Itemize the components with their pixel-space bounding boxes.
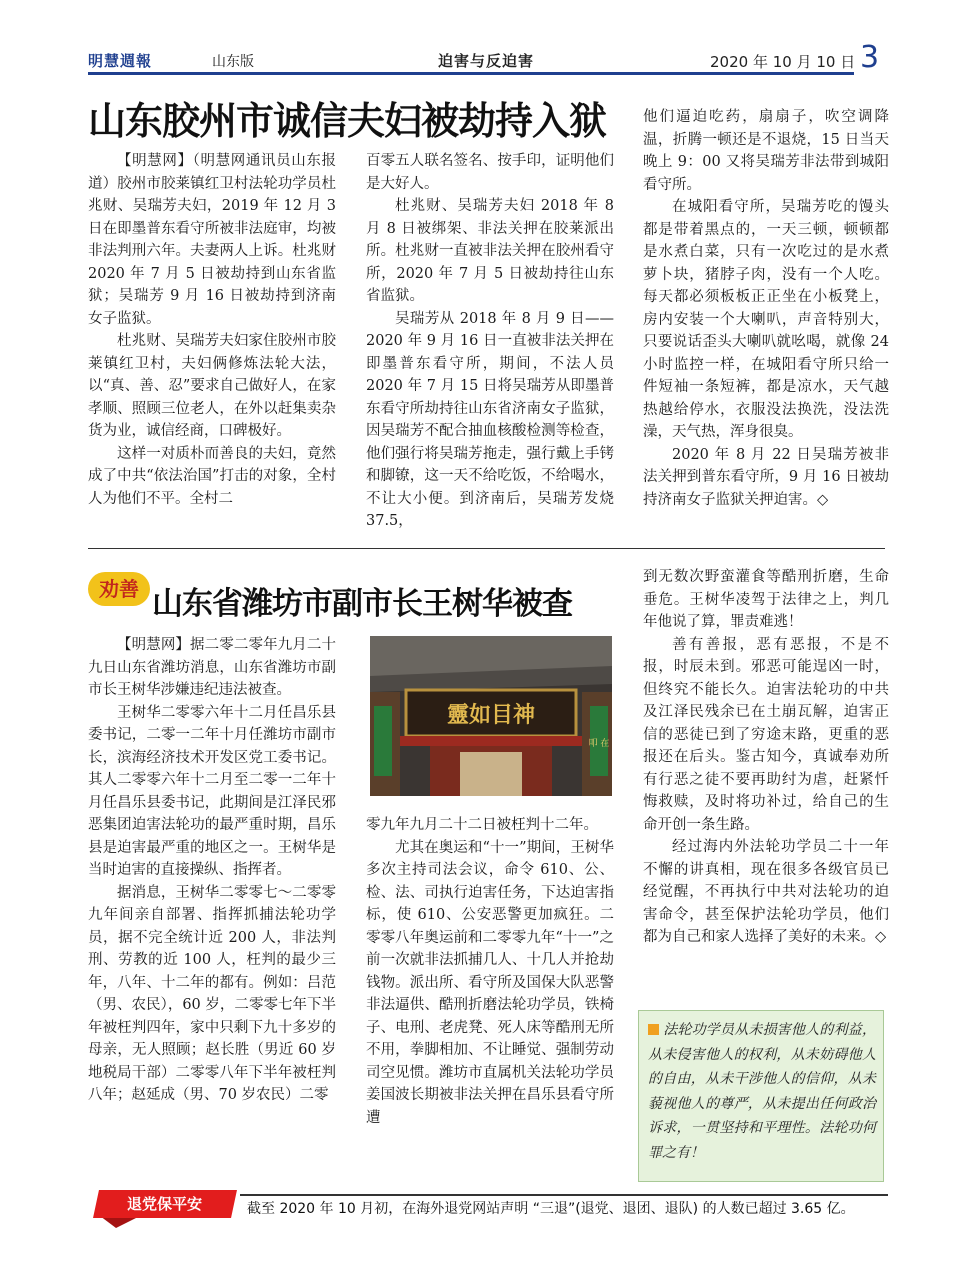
article1-headline: 山东胶州市诚信夫妇被劫持入狱 [88, 99, 607, 143]
statement-text: 法轮功学员从未损害他人的利益，从未侵害他人的权利，从未妨碍他人的自由，从未干涉他人的信仰，从未藐视他人的尊严，从未提出任何政治诉求，一贯坚持和平理性。法轮功何罪之有！ [648, 1022, 876, 1161]
banner-rule [240, 1194, 888, 1196]
couplet-text: 叩 在 [588, 739, 610, 749]
article-divider [88, 548, 885, 549]
article1-column-3 [643, 106, 889, 511]
paragraph: 【明慧网】（明慧网通讯员山东报道）胶州市胶莱镇红卫村法轮功学员杜兆财、吴瑞芳夫妇，2019 年 12 月 3 日在即墨普东看守所被非法庭审，均被非法判刑六年。夫妻两人上诉。杜兆财 2020 年 7 月 5 日被劫持到山东省监狱；吴瑞芳 9 月 16 日被劫持到济南女子监狱。 [88, 153, 336, 327]
temple-plaque-photo [370, 636, 612, 796]
quanshan-badge: 劝善 [88, 572, 150, 606]
paragraph: 经过海内外法轮功学员二十一年不懈的讲真相，现在很多各级官员已经觉醒，不再执行中共对法轮功的迫害命令，甚至保护法轮功学员，他们都为自己和家人选择了美好的未来。◇ [643, 839, 889, 945]
paragraph: 王树华二零零六年十二月任昌乐县委书记，二零一二年十月任潍坊市副市长，滨海经济技术开发区党工委书记。其人二零零六年十二月至二零一二年十月任昌乐县委书记，此期间是江泽民邪恶集团迫害法轮功的最严重时期，昌乐县是迫害最严重的地区之一。王树华是当时迫害的直接操纵、指挥者。 [88, 704, 336, 878]
paragraph: 他们逼迫吃药，扇扇子，吹空调降温，折腾一顿还是不退烧，15 日当天晚上 9：00 又将吴瑞芳非法带到城阳看守所。 [643, 109, 889, 193]
article2-column-3 [643, 566, 889, 949]
page-number: 3 [860, 40, 880, 75]
masthead-rule [88, 72, 854, 75]
paragraph: 【明慧网】据二零二零年九月二十九日山东省潍坊消息，山东省潍坊市副市长王树华涉嫌违纪违法被查。 [88, 637, 336, 698]
paragraph: 据消息，王树华二零零七～二零零九年间亲自部署、指挥抓捕法轮功学员，据不完全统计近 200 人，非法判刑、劳教的近 100 人，枉判的最少三年，八年、十二年的都有。例如：吕范（男、农民），60 岁，二零零七年下半年被枉判四年，家中只剩下九十多岁的母亲，无人照顾；赵长胜（男近 60 岁地税局干部）二零零八年下半年被枉判八年；赵延成（男、70 岁农民）二零 [88, 884, 336, 1103]
orange-square-icon [648, 1024, 659, 1035]
article1-column-1 [88, 150, 336, 510]
newspaper-brand: 明慧週報 [88, 52, 153, 70]
paragraph: 吴瑞芳从 2018 年 8 月 9 日——2020 年 9 月 16 日一直被非法关押在即墨普东看守所，期间，不法人员 2020 年 7 月 15 日将吴瑞芳从即墨普东看守所劫持往山东省济南女子监狱，因吴瑞芳不配合抽血核酸检测等检查，他们强行将吴瑞芳拖走，强行戴上手铐和脚镣，这一天不给吃饭，不给喝水，不让大小便。到济南后，吴瑞芳发烧 37.5， [366, 310, 614, 529]
paragraph: 这样一对质朴而善良的夫妇，竟然成了中共“依法治国”打击的对象，全村人为他们不平。全村二 [88, 445, 336, 507]
article2-headline: 山东省潍坊市副市长王树华被查 [152, 586, 572, 622]
paragraph: 2020 年 8 月 22 日吴瑞芳被非法关押到普东看守所，9 月 16 日被劫持济南女子监狱关押迫害。◇ [643, 446, 889, 508]
article2-column-2 [366, 814, 614, 1129]
paragraph: 杜兆财、吴瑞芳夫妇 2018 年 8 月 8 日被绑架、非法关押在胶莱派出所。杜兆财一直被非法关押在胶州看守所，2020 年 7 月 5 日被劫持往山东省监狱。 [366, 198, 614, 304]
article1-column-2 [366, 150, 614, 533]
issue-date: 2020 年 10 月 10 日 [710, 53, 856, 71]
temple-photo-illustration [370, 636, 612, 796]
paragraph: 杜兆财、吴瑞芳夫妇家住胶州市胶莱镇红卫村，夫妇俩修炼法轮大法，以“真、善、忍”要求自己做好人，在家孝顺、照顾三位老人，在外以赶集卖杂货为业，诚信经商，口碑极好。 [88, 333, 336, 439]
paragraph: 善有善报，恶有恶报，不是不报，时辰未到。邪恶可能逞凶一时，但终究不能长久。迫害法轮功的中共及江泽民残余已在土崩瓦解，迫害正信的恶徒已到了穷途末路，更重的恶报还在后头。鉴古知今，真诚奉劝所有行恶之徒不要再助纣为虐，赶紧忏悔救赎，及时将功补过，给自己的生命开创一条生路。 [643, 636, 889, 833]
paragraph: 尤其在奥运和“十一”期间，王树华多次主持司法会议，命令 610、公、检、法、司执行迫害任务，下达迫害指标，使 610、公安恶警更加疯狂。二零零八年奥运前和二零零九年“十一”之前一次就非法抓捕几人、十几人并抢劫钱物。派出所、看守所及国保大队恶警非法逼供、酷刑折磨法轮功学员，铁椅子、电刑、老虎凳、死人床等酷刑无所不用，拳脚相加、不让睡觉、强制劳动司空见惯。潍坊市直属机关法轮功学员姜国波长期被非法关押在昌乐县看守所遭 [366, 839, 614, 1126]
paragraph: 百零五人联名签名、按手印，证明他们是大好人。 [366, 153, 614, 192]
section-title: 迫害与反迫害 [438, 52, 535, 70]
paragraph: 到无数次野蛮灌食等酷刑折磨，生命垂危。王树华凌驾于法律之上，判几年他说了算，罪责难逃！ [643, 569, 889, 630]
tuidang-banner [93, 1190, 237, 1218]
paragraph: 零九年九月二十二日被枉判十二年。 [366, 817, 598, 833]
tuidang-count-text: 截至 2020 年 10 月初，在海外退党网站声明 “三退”(退党、退团、退队) 的人数已超过 3.65 亿。 [247, 1201, 855, 1217]
statement-text-block [648, 1018, 876, 1165]
paragraph: 在城阳看守所，吴瑞芳吃的馒头都是带着黑点的，一天三顿，顿顿都是水煮白菜，只有一次吃过的是水煮萝卜块，猪脖子肉，没有一个人吃。每天都必须板板正正坐在小板凳上，房内安装一个大喇叭，声音特别大，只要说话歪头大喇叭就吆喝，就像 24 小时监控一样，在城阳看守所只给一件短袖一条短裤，都是凉水，天气越热越给停水，衣服没法换洗，没法洗澡，天气热，浑身很臭。 [643, 199, 889, 440]
article2-column-1 [88, 634, 336, 1107]
edition-label: 山东版 [212, 54, 254, 70]
tuidang-label: 退党保平安 [127, 1195, 203, 1213]
plaque-text: 靈如目神 [446, 702, 536, 728]
